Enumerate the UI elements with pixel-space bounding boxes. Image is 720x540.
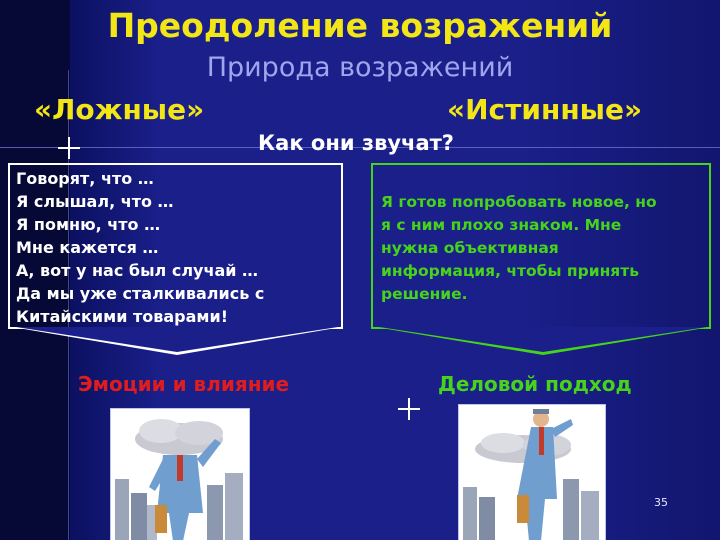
false-example-line: Я слышал, что … [16,192,174,211]
false-objections-heading: «Ложные» [34,93,205,126]
false-example-line: А, вот у нас был случай … [16,261,259,280]
true-example-line: информация, чтобы принять [381,262,640,280]
man-clouds-city-icon [111,409,249,540]
above-clouds-illustration [458,404,606,540]
emotions-caption: Эмоции и влияние [78,372,290,396]
man-looking-ahead-icon [459,405,605,540]
slide-title: Преодоление возражений [107,6,613,45]
true-example-line: я с ним плохо знаком. Мне [381,216,622,234]
sparkle-icon [58,137,80,159]
false-example-line: Мне кажется … [16,238,159,257]
true-box-pointer-inner [379,327,707,352]
true-example-line: нужна объективная [381,239,559,257]
page-number: 35 [654,496,668,509]
true-example-box [371,163,711,329]
true-example-line: решение. [381,285,468,303]
true-objections-heading: «Истинные» [447,93,643,126]
business-caption: Деловой подход [438,372,632,396]
false-example-line: Китайскими товарами! [16,307,229,326]
false-example-line: Я помню, что … [16,215,161,234]
false-box-pointer-inner [16,327,338,352]
head-in-clouds-illustration [110,408,250,540]
true-example-line: Я готов попробовать новое, но [381,193,657,211]
slide-subtitle: Природа возражений [206,52,514,83]
false-examples-box [8,163,343,329]
question-label: Как они звучат? [258,131,454,155]
false-example-line: Да мы уже сталкивались с [16,284,265,303]
false-example-line: Говорят, что … [16,169,154,188]
sparkle-icon-2 [398,398,420,420]
